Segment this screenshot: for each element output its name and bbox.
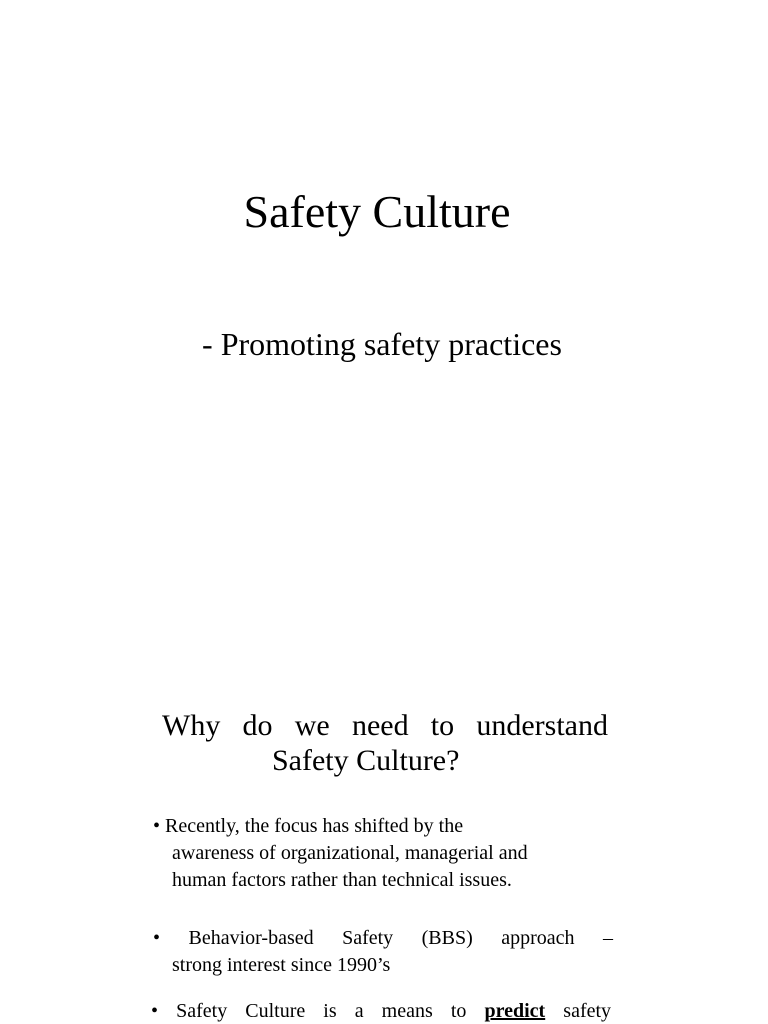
bullet-text-line: human factors rather than technical issues. <box>172 869 512 891</box>
emphasis-word: predict <box>484 1000 546 1022</box>
bullet-marker: • <box>151 1000 159 1022</box>
bullet-item-1 <box>153 813 613 894</box>
slide-subtitle: - Promoting safety practices <box>202 326 562 362</box>
bullet-marker: • <box>153 815 161 837</box>
bullet-item-3 <box>151 998 611 1024</box>
bullet-text-line: Behavior-based Safety (BBS) approach – <box>188 927 614 949</box>
bullet-marker: • <box>153 927 161 949</box>
bullet-text-line: strong interest since 1990’s <box>172 954 391 976</box>
bullet-text-line: Recently, the focus has shifted by the <box>165 815 464 837</box>
bullet-item-2 <box>153 925 613 979</box>
slide-title: Safety Culture <box>243 186 511 237</box>
slide-heading-line2: Safety Culture? <box>272 744 460 777</box>
bullet-text-line: awareness of organizational, managerial and <box>172 842 528 864</box>
slide-heading-line1: Why do we need to understand <box>162 709 608 742</box>
bullet-text-line: Safety Culture is a means to <box>176 1000 467 1022</box>
slide-heading <box>162 708 608 778</box>
bullet-text-line: safety <box>563 1000 612 1022</box>
content-slide <box>0 512 768 1024</box>
